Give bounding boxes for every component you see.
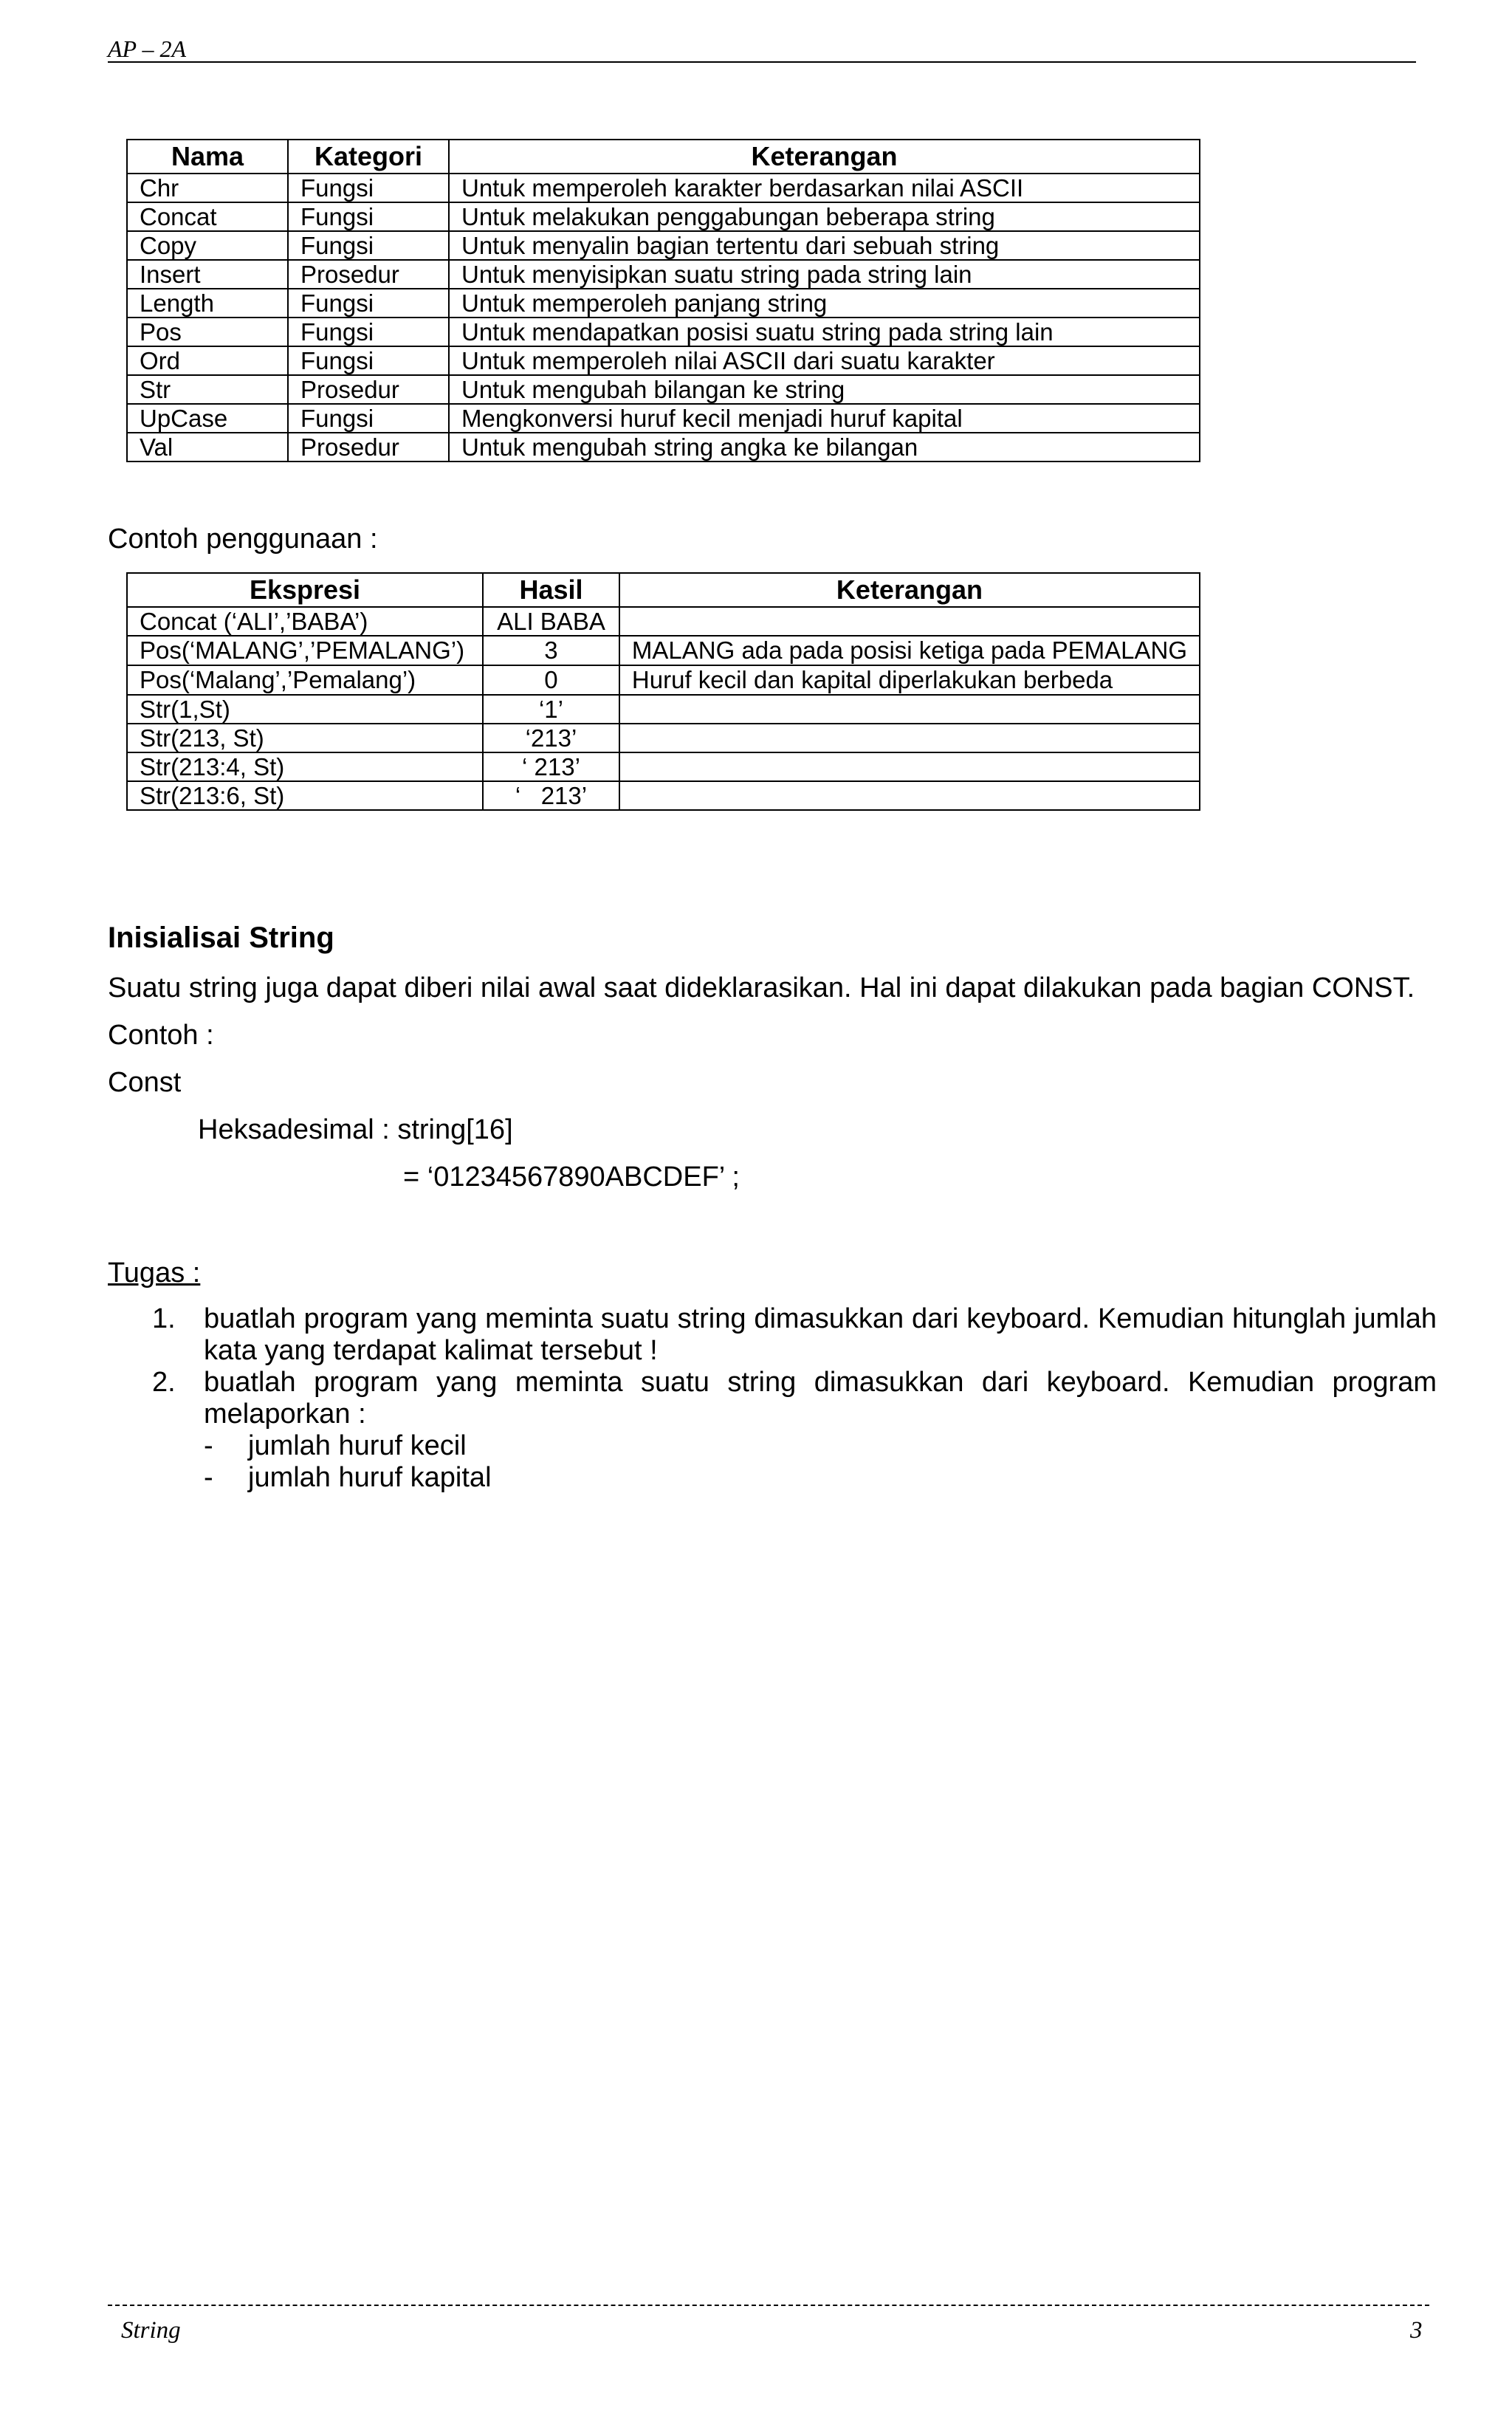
dash-bullet: -: [204, 1462, 213, 1493]
footer-title: String: [121, 2317, 181, 2344]
table-cell: Str(213:6, St): [127, 781, 483, 810]
examples-table: [126, 572, 1200, 811]
table-cell: Prosedur: [288, 260, 449, 289]
table-cell: Str(213, St): [127, 724, 483, 752]
table-cell: ‘213’: [483, 724, 619, 752]
table-cell: Str(1,St): [127, 695, 483, 724]
examples-table-header: [127, 573, 1200, 607]
table-cell: [619, 724, 1200, 752]
table-cell: ‘ 213’: [483, 752, 619, 781]
table-row: [127, 174, 1200, 202]
column-header: Ekspresi: [127, 573, 483, 607]
code-line-value: = ‘01234567890ABCDEF’ ;: [403, 1162, 740, 1193]
table-cell: Insert: [127, 260, 288, 289]
table-cell: Untuk memperoleh karakter berdasarkan nilai ASCII: [449, 174, 1200, 202]
header-rule: [108, 61, 1416, 63]
table-cell: Untuk mengubah string angka ke bilangan: [449, 433, 1200, 462]
dash-bullet: -: [204, 1430, 213, 1461]
table-row: [127, 607, 1200, 636]
section-heading: Inisialisai String: [108, 922, 334, 954]
subitem: [204, 1462, 1437, 1494]
table-cell: Fungsi: [288, 346, 449, 375]
table-row: [127, 724, 1200, 752]
table-cell: Mengkonversi huruf kecil menjadi huruf kapital: [449, 404, 1200, 433]
table-row: [127, 202, 1200, 231]
table-row: [127, 404, 1200, 433]
column-header: Hasil: [483, 573, 619, 607]
functions-table-header: [127, 140, 1200, 174]
table-cell: Pos: [127, 318, 288, 346]
task-text: buatlah program yang meminta suatu string dimasukkan dari keyboard. Kemudian hitunglah jumlah kata yang terdapat kalimat tersebut !: [204, 1303, 1437, 1366]
table-cell: Untuk menyisipkan suatu string pada string lain: [449, 260, 1200, 289]
page-number: 3: [1410, 2317, 1423, 2344]
task-item: [108, 1303, 1437, 1367]
table-cell: Length: [127, 289, 288, 318]
header-title: AP – 2A: [108, 35, 187, 62]
table-row: [127, 231, 1200, 260]
example-label: Contoh penggunaan :: [108, 524, 378, 555]
table-cell: Concat: [127, 202, 288, 231]
footer-rule: [108, 2305, 1429, 2306]
table-cell: Pos(‘MALANG’,’PEMALANG’): [127, 636, 483, 665]
table-cell: Fungsi: [288, 289, 449, 318]
table-row: [127, 375, 1200, 404]
table-cell: Fungsi: [288, 231, 449, 260]
column-header: Keterangan: [449, 140, 1200, 174]
contoh-label: Contoh :: [108, 1020, 214, 1051]
task-number: 2.: [152, 1367, 176, 1398]
const-keyword: Const: [108, 1067, 182, 1098]
table-row: [127, 433, 1200, 462]
table-cell: Chr: [127, 174, 288, 202]
subitem-text: jumlah huruf kecil: [248, 1430, 467, 1461]
table-cell: Copy: [127, 231, 288, 260]
table-cell: [619, 752, 1200, 781]
table-cell: Fungsi: [288, 202, 449, 231]
table-cell: [619, 695, 1200, 724]
table-cell: Untuk memperoleh panjang string: [449, 289, 1200, 318]
column-header: Nama: [127, 140, 288, 174]
code-line-declaration: Heksadesimal : string[16]: [198, 1114, 513, 1145]
table-cell: 3: [483, 636, 619, 665]
tasks-list: [108, 1303, 1437, 1494]
column-header: Keterangan: [619, 573, 1200, 607]
table-cell: Concat (‘ALI’,’BABA’): [127, 607, 483, 636]
table-row: [127, 260, 1200, 289]
table-row: [127, 665, 1200, 695]
table-cell: Str: [127, 375, 288, 404]
table-cell: Untuk mengubah bilangan ke string: [449, 375, 1200, 404]
table-cell: ALI BABA: [483, 607, 619, 636]
table-cell: Fungsi: [288, 174, 449, 202]
subitem: [204, 1430, 1437, 1462]
task-subitems: [204, 1430, 1437, 1494]
task-item: [108, 1367, 1437, 1494]
table-cell: Untuk menyalin bagian tertentu dari sebuah string: [449, 231, 1200, 260]
table-row: [127, 695, 1200, 724]
task-number: 1.: [152, 1303, 176, 1334]
table-row: [127, 781, 1200, 810]
table-cell: Fungsi: [288, 318, 449, 346]
table-row: [127, 289, 1200, 318]
table-cell: [619, 607, 1200, 636]
table-cell: Untuk memperoleh nilai ASCII dari suatu karakter: [449, 346, 1200, 375]
table-cell: MALANG ada pada posisi ketiga pada PEMALANG: [619, 636, 1200, 665]
table-cell: Val: [127, 433, 288, 462]
table-cell: Ord: [127, 346, 288, 375]
table-cell: [619, 781, 1200, 810]
table-cell: Str(213:4, St): [127, 752, 483, 781]
table-row: [127, 752, 1200, 781]
column-header: Kategori: [288, 140, 449, 174]
table-row: [127, 346, 1200, 375]
tasks-heading: Tugas :: [108, 1257, 201, 1289]
table-cell: ‘1’: [483, 695, 619, 724]
subitem-text: jumlah huruf kapital: [248, 1462, 492, 1493]
table-cell: Untuk melakukan penggabungan beberapa string: [449, 202, 1200, 231]
table-cell: Pos(‘Malang’,’Pemalang’): [127, 665, 483, 695]
section-paragraph: Suatu string juga dapat diberi nilai awal saat dideklarasikan. Hal ini dapat dilakukan pada bagian CONST.: [108, 972, 1415, 1003]
table-cell: Prosedur: [288, 375, 449, 404]
table-cell: Prosedur: [288, 433, 449, 462]
table-cell: 0: [483, 665, 619, 695]
table-row: [127, 636, 1200, 665]
table-cell: UpCase: [127, 404, 288, 433]
table-cell: Untuk mendapatkan posisi suatu string pada string lain: [449, 318, 1200, 346]
task-text: buatlah program yang meminta suatu string dimasukkan dari keyboard. Kemudian program melaporkan :: [204, 1367, 1437, 1430]
table-cell: Fungsi: [288, 404, 449, 433]
table-cell: ‘ 213’: [483, 781, 619, 810]
table-cell: Huruf kecil dan kapital diperlakukan berbeda: [619, 665, 1200, 695]
functions-table: [126, 139, 1200, 462]
table-row: [127, 318, 1200, 346]
